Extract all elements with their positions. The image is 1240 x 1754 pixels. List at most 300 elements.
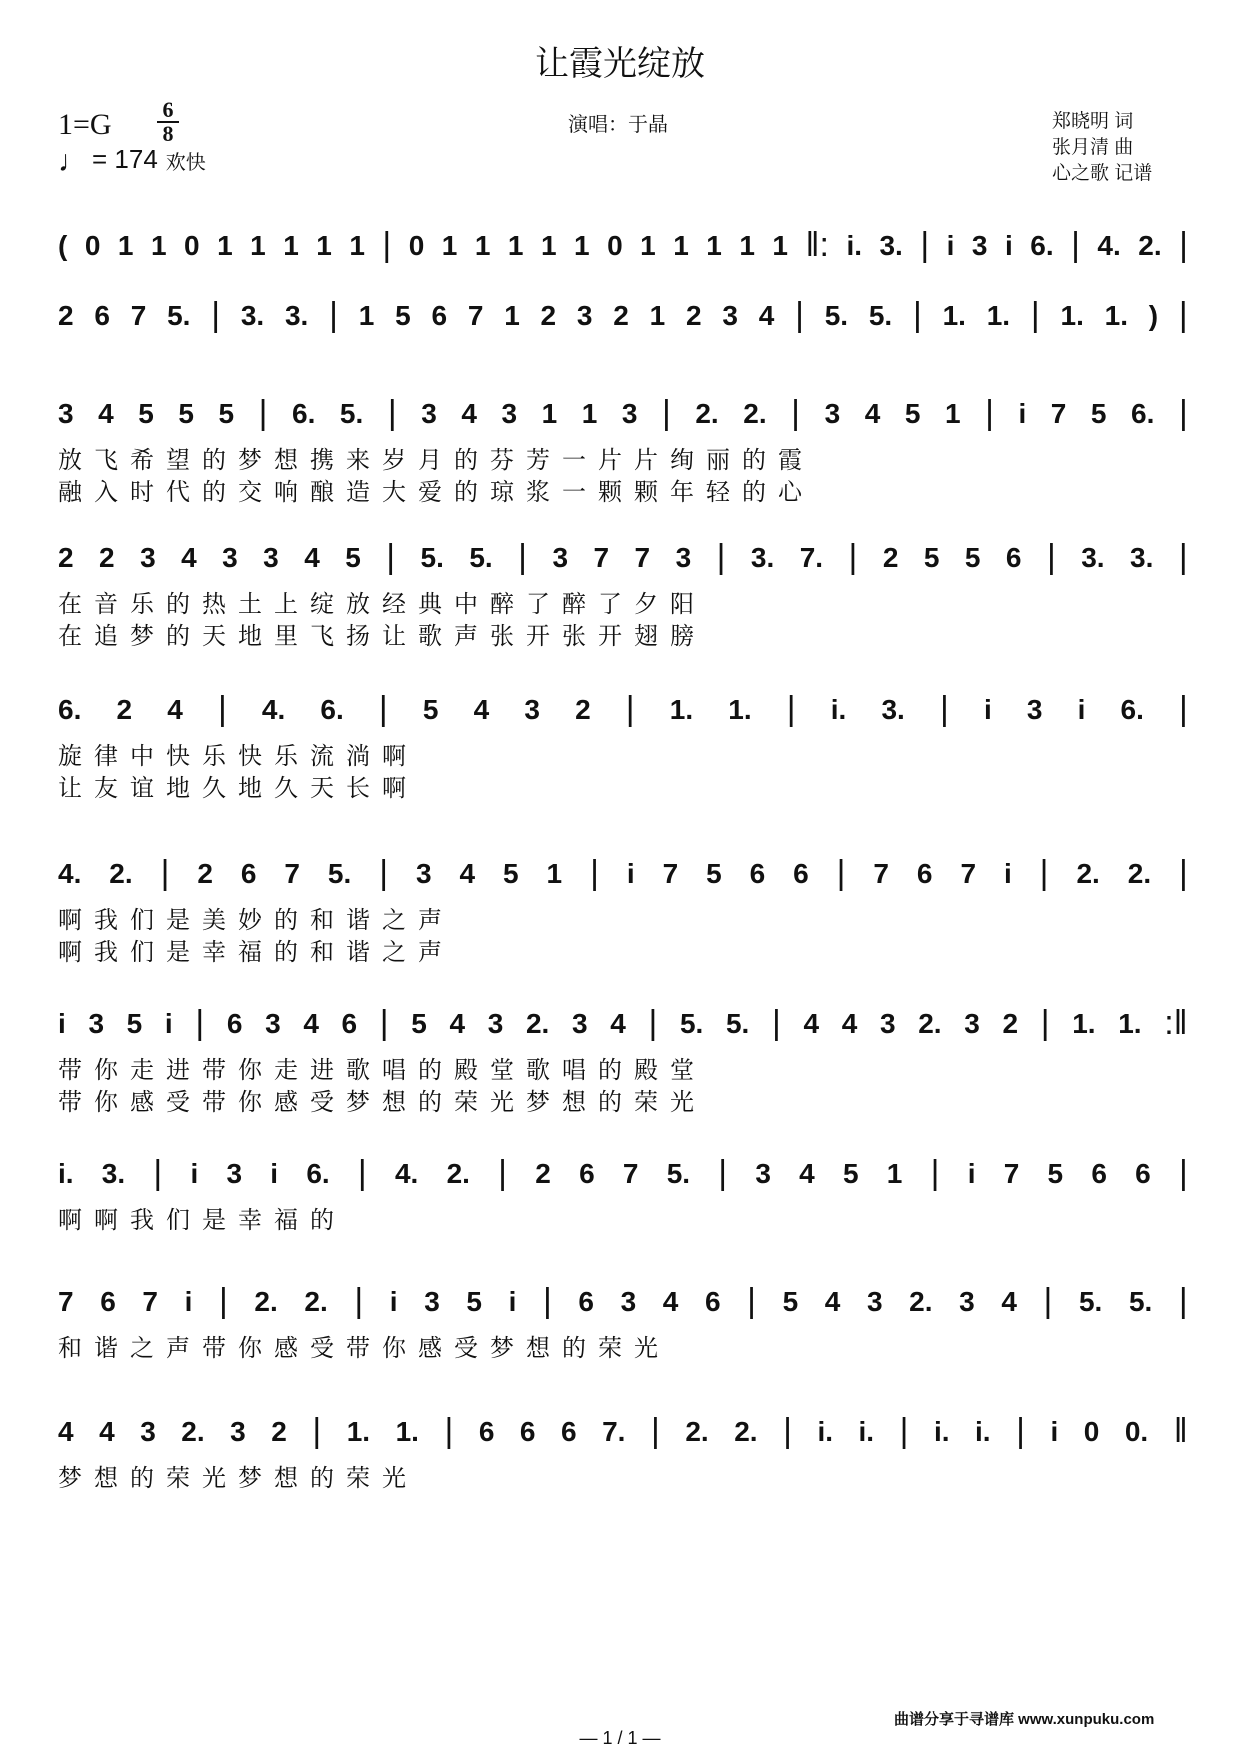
note: 6: [1005, 541, 1022, 573]
note: 2: [116, 693, 133, 725]
bar-line: |: [716, 538, 726, 576]
notes-row: [58, 394, 1188, 433]
note: 7: [662, 857, 679, 889]
tempo-bpm: = 174: [92, 144, 158, 174]
note: i: [983, 693, 992, 725]
note: 2: [882, 541, 899, 573]
note: 3: [755, 1157, 771, 1189]
note: 6.: [1131, 397, 1155, 429]
note: 2.: [304, 1285, 328, 1317]
composer-credit: 张月清 曲: [1052, 137, 1134, 158]
note: 2: [271, 1415, 287, 1447]
bar-line: |: [444, 1412, 454, 1450]
note: 3: [487, 1007, 504, 1039]
note: i: [184, 1285, 193, 1317]
note: 3: [621, 397, 638, 429]
note: 0: [1083, 1415, 1100, 1447]
score-title: 让霞光绽放: [535, 45, 705, 83]
note: 3: [424, 1285, 440, 1317]
note: 4: [461, 397, 477, 429]
bar-line: |: [498, 1154, 508, 1192]
note: 3: [265, 1007, 281, 1039]
score-system-5: [0, 674, 1240, 824]
note: 6: [341, 1007, 358, 1039]
note: 1: [772, 229, 788, 261]
note: 5: [782, 1285, 799, 1317]
notes-row: [58, 226, 1188, 265]
note: 2.: [685, 1415, 709, 1447]
bar-line: |: [795, 296, 804, 334]
note: 4: [58, 1415, 74, 1447]
note: 6: [478, 1415, 495, 1447]
note: 5: [178, 397, 194, 429]
bar-line: |: [912, 296, 922, 334]
bar-line: |: [747, 1282, 756, 1320]
note: 4: [98, 397, 114, 429]
note: 3: [524, 693, 540, 725]
bar-line: |: [218, 1282, 228, 1320]
bar-line: |: [379, 1004, 389, 1042]
note: 1: [673, 229, 689, 261]
note: 1: [504, 299, 520, 331]
note: 7.: [799, 541, 824, 573]
note: 3: [722, 299, 738, 331]
note: 7: [142, 1285, 158, 1317]
note: 2.: [695, 397, 719, 429]
note: 1.: [728, 693, 752, 725]
note: 5.: [666, 1157, 691, 1189]
bar-line: |: [1178, 296, 1188, 334]
note: 1.: [1104, 299, 1128, 331]
lyrics-line-2: 融入时代的交响酿造大爱的琼浆一颗颗年轻的心: [58, 479, 814, 506]
quarter-note-icon: ♩: [58, 145, 88, 178]
note: 1: [358, 299, 375, 331]
score-system-4: [0, 522, 1240, 672]
bar-line: ‖: [1173, 1412, 1188, 1450]
note: 5.: [339, 397, 364, 429]
note: 4.: [58, 857, 82, 889]
note: 2: [197, 857, 213, 889]
bar-line: |: [1046, 538, 1056, 576]
time-signature: [157, 97, 179, 146]
note: 3: [226, 1157, 243, 1189]
note: i.: [933, 1415, 950, 1447]
note: 3: [824, 397, 841, 429]
note: 2.: [525, 1007, 550, 1039]
note: 1: [739, 229, 755, 261]
note: i.: [58, 1157, 74, 1189]
note: 4: [167, 693, 183, 725]
note: i: [1050, 1415, 1059, 1447]
note: 4: [473, 693, 490, 725]
note: 7: [130, 299, 147, 331]
note: 7: [960, 857, 977, 889]
note: i: [626, 857, 635, 889]
note: i: [967, 1157, 976, 1189]
note: 4: [304, 541, 320, 573]
note: 5: [126, 1007, 143, 1039]
note: 3.: [1081, 541, 1105, 573]
note: 3: [971, 229, 988, 261]
note: 2: [685, 299, 702, 331]
time-numerator: 6: [162, 97, 174, 122]
note: 2.: [1076, 857, 1100, 889]
note: (: [58, 229, 68, 261]
bar-line: |: [160, 854, 170, 892]
note: 3: [576, 299, 593, 331]
note: 6: [579, 1157, 595, 1189]
note: 4: [799, 1157, 815, 1189]
note: ): [1148, 299, 1159, 331]
lyrics-line-2: 带你感受带你感受梦想的荣光梦想的荣光: [58, 1089, 706, 1116]
note: 5: [842, 1157, 859, 1189]
note: i: [1003, 857, 1012, 889]
bar-line: |: [354, 1282, 364, 1320]
note: 2: [1002, 1007, 1019, 1039]
bar-line: |: [848, 538, 858, 576]
note: 1.: [1060, 299, 1084, 331]
transcriber-credit: 心之歌 记谱: [1052, 163, 1153, 184]
page-number: — 1 / 1 —: [579, 1728, 661, 1748]
score-system-10: [0, 1396, 1240, 1546]
note: 4: [758, 299, 775, 331]
note: 2.: [446, 1157, 470, 1189]
note: 2: [58, 541, 74, 573]
note: 2: [575, 693, 591, 725]
note: 1: [316, 229, 332, 261]
lyrics-line-1: 和谐之声带你感受带你感受梦想的荣光: [58, 1335, 670, 1362]
score-system-6: [0, 838, 1240, 988]
note: 3: [230, 1415, 246, 1447]
note: 1: [574, 229, 590, 261]
bar-line: |: [650, 1412, 660, 1450]
bar-line: |: [985, 394, 994, 432]
note: i: [1077, 693, 1086, 725]
note: 5: [345, 541, 361, 573]
note: i.: [846, 229, 862, 261]
note: i.: [817, 1415, 833, 1447]
note: 4: [181, 541, 197, 573]
note: 0: [184, 229, 200, 261]
bar-line: |: [379, 854, 389, 892]
note: 6: [519, 1415, 536, 1447]
note: 3: [572, 1007, 588, 1039]
note: 5: [923, 541, 940, 573]
note: 5.: [167, 299, 191, 331]
note: 7: [593, 541, 610, 573]
note: 5.: [679, 1007, 704, 1039]
note: 5.: [868, 299, 893, 331]
note: 1: [507, 229, 524, 261]
note: 4: [662, 1285, 679, 1317]
note: 5.: [1128, 1285, 1153, 1317]
note: 4: [610, 1007, 626, 1039]
note: 6: [916, 857, 933, 889]
note: 3: [421, 397, 437, 429]
note: 3: [263, 541, 279, 573]
time-denominator: 8: [162, 121, 174, 146]
note: 7.: [602, 1415, 626, 1447]
bar-line: |: [930, 1154, 940, 1192]
note: 7: [467, 299, 484, 331]
note: 6: [793, 857, 809, 889]
bar-line: |: [1178, 1282, 1188, 1320]
score-system-3: [0, 378, 1240, 528]
bar-line: |: [786, 690, 796, 728]
note: 7: [58, 1285, 74, 1317]
notes-row: [58, 854, 1188, 893]
note: 3.: [101, 1157, 126, 1189]
lyrics-line-1: 放飞希望的梦想携来岁月的芬芳一片片绚丽的霞: [58, 447, 814, 474]
note: 6: [226, 1007, 243, 1039]
note: 4.: [1097, 229, 1121, 261]
bar-line: |: [590, 854, 599, 892]
bar-line: |: [518, 538, 528, 576]
note: 1: [349, 229, 365, 261]
note: 1: [581, 397, 598, 429]
bar-line: |: [920, 226, 930, 264]
note: 1: [250, 229, 266, 261]
note: i: [270, 1157, 279, 1189]
note: 5: [503, 857, 519, 889]
note: 5: [1047, 1157, 1064, 1189]
bar-line: |: [217, 690, 227, 728]
note: 6: [578, 1285, 594, 1317]
note: 6.: [292, 397, 316, 429]
note: i: [389, 1285, 398, 1317]
note: 6: [100, 1285, 116, 1317]
note: i: [164, 1007, 173, 1039]
notes-row: [58, 538, 1188, 577]
notes-row: [58, 690, 1188, 729]
bar-line: |: [387, 394, 397, 432]
note: 6.: [320, 693, 344, 725]
bar-line: |: [312, 1412, 322, 1450]
note: 1: [541, 397, 558, 429]
note: 3.: [240, 299, 265, 331]
bar-line: ‖:: [805, 226, 829, 264]
note: 0: [84, 229, 101, 261]
note: 6: [431, 299, 448, 331]
lyrics-line-1: 梦想的荣光梦想的荣光: [58, 1465, 418, 1492]
note: 1.: [346, 1415, 371, 1447]
note: 6: [94, 299, 110, 331]
note: 2.: [1138, 229, 1162, 261]
note: 5.: [469, 541, 493, 573]
lyrics-line-2: 在追梦的天地里飞扬让歌声张开张开翅膀: [58, 623, 706, 650]
singer: 演唱：于晶: [568, 114, 668, 136]
note: 4: [864, 397, 881, 429]
note: 3: [222, 541, 238, 573]
note: 2: [535, 1157, 551, 1189]
bar-line: |: [357, 1154, 367, 1192]
note: 7: [284, 857, 300, 889]
note: 2.: [909, 1285, 933, 1317]
note: 7: [873, 857, 889, 889]
note: 0: [607, 229, 623, 261]
note: 4: [841, 1007, 858, 1039]
score-system-9: [0, 1266, 1240, 1416]
note: 1.: [395, 1415, 419, 1447]
score-system-7: [0, 988, 1240, 1138]
note: 3.: [1130, 541, 1154, 573]
note: i.: [830, 693, 847, 725]
note: 4: [303, 1007, 319, 1039]
note: 4: [803, 1007, 820, 1039]
note: 5: [904, 397, 921, 429]
note: 2: [58, 299, 74, 331]
bar-line: |: [1039, 854, 1049, 892]
note: 6: [704, 1285, 721, 1317]
note: 2: [540, 299, 557, 331]
bar-line: |: [625, 690, 635, 728]
note: i: [946, 229, 955, 261]
note: 5: [395, 299, 411, 331]
note: 2.: [1127, 857, 1152, 889]
note: 1: [117, 229, 134, 261]
note: 3.: [284, 299, 309, 331]
note: 5: [411, 1007, 427, 1039]
note: 7: [1003, 1157, 1020, 1189]
note: 5: [138, 397, 154, 429]
note: i.: [975, 1415, 991, 1447]
note: 3.: [879, 229, 903, 261]
note: 5.: [824, 299, 849, 331]
note: 2: [99, 541, 115, 573]
note: 3.: [881, 693, 905, 725]
tempo-style: 欢快: [165, 152, 206, 174]
note: 2.: [254, 1285, 278, 1317]
bar-line: |: [1043, 1282, 1053, 1320]
note: 1.: [942, 299, 966, 331]
note: 6: [749, 857, 766, 889]
bar-line: |: [542, 1282, 552, 1320]
note: 5: [706, 857, 722, 889]
note: 1: [441, 229, 458, 261]
note: 3: [88, 1007, 105, 1039]
note: 5.: [327, 857, 352, 889]
lyrics-line-2: 让友谊地久地久天长啊: [58, 775, 418, 802]
note: 1: [474, 229, 491, 261]
note: 3: [416, 857, 432, 889]
note: 6.: [306, 1157, 330, 1189]
note: 4: [449, 1007, 466, 1039]
note: 3: [959, 1285, 975, 1317]
note: 7: [622, 1157, 639, 1189]
note: 7: [1050, 397, 1067, 429]
note: 3: [866, 1285, 883, 1317]
note: 4: [824, 1285, 841, 1317]
notes-row: [58, 1282, 1188, 1321]
note: 2.: [109, 857, 133, 889]
note: 6: [1091, 1157, 1107, 1189]
note: 5: [964, 541, 981, 573]
bar-line: |: [382, 226, 392, 264]
bar-line: |: [378, 690, 388, 728]
note: i: [58, 1007, 66, 1039]
note: 3.: [750, 541, 775, 573]
notes-row: [58, 1412, 1188, 1451]
note: 5: [218, 397, 235, 429]
note: 1: [944, 397, 961, 429]
bar-line: |: [1071, 226, 1080, 264]
note: 4: [459, 857, 476, 889]
bar-line: :‖: [1164, 1004, 1188, 1042]
note: 0: [408, 229, 425, 261]
lyrics-line-1: 啊啊我们是幸福的: [58, 1207, 346, 1234]
note: 2.: [743, 397, 767, 429]
bar-line: |: [836, 854, 846, 892]
note: 1: [150, 229, 167, 261]
note: 2: [613, 299, 629, 331]
note: 1: [706, 229, 722, 261]
bar-line: |: [1178, 538, 1188, 576]
note: 1: [649, 299, 666, 331]
note: i.: [858, 1415, 875, 1447]
note: 6: [1135, 1157, 1151, 1189]
note: i: [508, 1285, 517, 1317]
note: 6: [561, 1415, 577, 1447]
bar-line: |: [1178, 1154, 1188, 1192]
note: 2.: [181, 1415, 205, 1447]
note: 6.: [1120, 693, 1144, 725]
bar-line: |: [153, 1154, 163, 1192]
key-signature: 1=G: [58, 108, 112, 141]
bar-line: |: [211, 296, 221, 334]
bar-line: |: [1016, 1412, 1025, 1450]
note: 4: [99, 1415, 115, 1447]
note: 6.: [58, 693, 82, 725]
lyrics-line-2: 啊我们是幸福的和谐之声: [58, 939, 454, 966]
bar-line: |: [1179, 854, 1188, 892]
note: 1.: [986, 299, 1011, 331]
note: 0.: [1124, 1415, 1149, 1447]
note: 3: [140, 541, 156, 573]
bar-line: |: [1030, 296, 1040, 334]
bar-line: |: [386, 538, 396, 576]
note: 3: [675, 541, 692, 573]
lyrics-line-1: 在音乐的热土上绽放经典中醉了醉了夕阳: [58, 591, 706, 618]
note: 5: [466, 1285, 482, 1317]
note: 3: [964, 1007, 980, 1039]
bar-line: |: [258, 394, 268, 432]
note: i: [1004, 229, 1013, 261]
lyrics-line-1: 带你走进带你走进歌唱的殿堂歌唱的殿堂: [58, 1057, 706, 1084]
bar-line: |: [1040, 1004, 1050, 1042]
note: 3: [501, 397, 518, 429]
note: 3: [1026, 693, 1043, 725]
bar-line: |: [1179, 690, 1188, 728]
note: 2.: [918, 1007, 942, 1039]
bar-line: |: [195, 1004, 205, 1042]
note: 3: [58, 397, 74, 429]
note: 4.: [261, 693, 286, 725]
note: 6.: [1030, 229, 1054, 261]
notes-row: [58, 1004, 1188, 1043]
note: 3: [140, 1415, 156, 1447]
note: 4: [1001, 1285, 1017, 1317]
note: 3: [552, 541, 569, 573]
notes-row: [58, 1154, 1188, 1193]
bar-line: |: [939, 690, 949, 728]
bar-line: |: [899, 1412, 909, 1450]
lyrics-line-1: 啊我们是美妙的和谐之声: [58, 907, 454, 934]
bar-line: |: [648, 1004, 658, 1042]
note: 1: [283, 229, 299, 261]
note: 5.: [725, 1007, 750, 1039]
bar-line: |: [791, 394, 801, 432]
note: 2.: [734, 1415, 758, 1447]
